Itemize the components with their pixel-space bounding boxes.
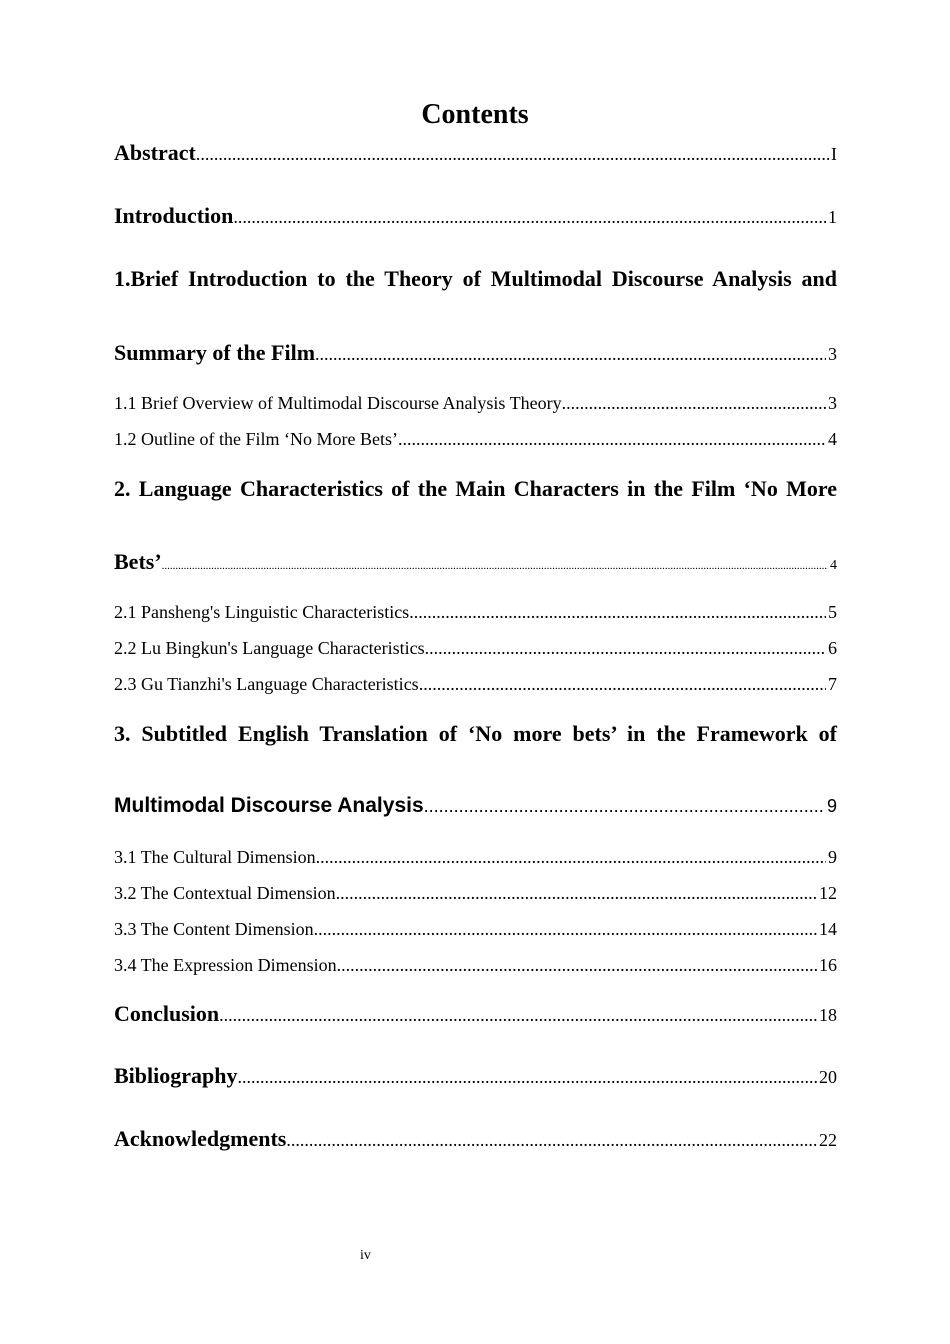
toc-page-number: 12 bbox=[819, 883, 837, 903]
toc-entry-section-3-3[interactable] bbox=[114, 919, 837, 940]
dot-leader bbox=[409, 602, 826, 623]
toc-label: Bets’ bbox=[114, 549, 162, 574]
toc-entry-section-1-2[interactable] bbox=[114, 429, 837, 450]
toc-label: 2.3 Gu Tianzhi's Language Characteristics bbox=[114, 674, 419, 694]
toc-label: 3.1 The Cultural Dimension bbox=[114, 847, 316, 867]
toc-entry-chapter-1[interactable] bbox=[114, 340, 837, 366]
toc-label: Summary of the Film bbox=[114, 340, 316, 365]
toc-entry-chapter-2-line-1[interactable]: 2. Language Characteristics of the Main Characters in the Film ‘No More bbox=[114, 476, 837, 501]
toc-page-number: 3 bbox=[828, 344, 837, 364]
dot-leader bbox=[237, 1067, 817, 1088]
dot-leader bbox=[425, 638, 826, 659]
toc-page-number: 6 bbox=[828, 638, 837, 658]
toc-label: 3.2 The Contextual Dimension bbox=[114, 883, 336, 903]
dot-leader bbox=[336, 883, 817, 904]
toc-label: Multimodal Discourse Analysis bbox=[114, 794, 424, 817]
toc-page-number: 4 bbox=[828, 429, 837, 449]
toc-entry-section-2-1[interactable] bbox=[114, 602, 837, 623]
toc-page-number: I bbox=[831, 144, 837, 164]
page-title: Contents bbox=[421, 99, 529, 130]
toc-page-number: 9 bbox=[826, 796, 837, 816]
dot-leader bbox=[286, 1130, 817, 1151]
toc-label: 2.1 Pansheng's Linguistic Characteristics bbox=[114, 602, 410, 622]
toc-entry-bibliography[interactable] bbox=[114, 1063, 837, 1089]
toc-page-number: 20 bbox=[819, 1067, 837, 1087]
dot-leader bbox=[196, 144, 829, 165]
toc-page-number: 3 bbox=[828, 393, 837, 413]
toc-entry-acknowledgments[interactable] bbox=[114, 1126, 837, 1152]
page-footer-number: iv bbox=[360, 1248, 371, 1263]
toc-label: Introduction bbox=[114, 203, 234, 228]
toc-page-number: 4 bbox=[830, 558, 837, 573]
toc-page-number: 22 bbox=[819, 1130, 837, 1150]
toc-page-number: 7 bbox=[828, 674, 837, 694]
dot-leader bbox=[424, 796, 825, 817]
dot-leader bbox=[219, 1005, 817, 1026]
dot-leader bbox=[162, 560, 828, 572]
dot-leader bbox=[562, 393, 826, 414]
toc-entry-conclusion[interactable] bbox=[114, 1001, 837, 1027]
toc-entry-chapter-2[interactable] bbox=[114, 549, 837, 575]
toc-entry-chapter-3[interactable] bbox=[114, 794, 837, 818]
toc-label: Abstract bbox=[114, 140, 196, 165]
toc-page-number: 9 bbox=[828, 847, 837, 867]
dot-leader bbox=[419, 674, 826, 695]
toc-entry-chapter-1-line-1[interactable]: 1.Brief Introduction to the Theory of Multimodal Discourse Analysis and bbox=[114, 266, 837, 291]
toc-entry-chapter-3-line-1[interactable]: 3. Subtitled English Translation of ‘No more bets’ in the Framework of bbox=[114, 721, 837, 746]
toc-label: 1.2 Outline of the Film ‘No More Bets’ bbox=[114, 429, 398, 449]
toc-entry-section-2-2[interactable] bbox=[114, 638, 837, 659]
toc-page-number: 5 bbox=[828, 602, 837, 622]
dot-leader bbox=[316, 847, 826, 868]
dot-leader bbox=[337, 955, 817, 976]
toc-entry-section-3-2[interactable] bbox=[114, 883, 837, 904]
toc-label: Bibliography bbox=[114, 1063, 238, 1088]
toc-label: 2.2 Lu Bingkun's Language Characteristics bbox=[114, 638, 425, 658]
toc-label: 3.4 The Expression Dimension bbox=[114, 955, 337, 975]
toc-label: Conclusion bbox=[114, 1001, 220, 1026]
toc-entry-section-3-1[interactable] bbox=[114, 847, 837, 868]
toc-label: 1.1 Brief Overview of Multimodal Discourse Analysis Theory bbox=[114, 393, 562, 413]
toc-entry-introduction[interactable] bbox=[114, 203, 837, 229]
toc-label: 3.3 The Content Dimension bbox=[114, 919, 314, 939]
toc-page-number: 1 bbox=[828, 207, 837, 227]
toc-entry-section-2-3[interactable] bbox=[114, 674, 837, 695]
toc-page-number: 18 bbox=[819, 1005, 837, 1025]
dot-leader bbox=[315, 344, 826, 365]
dot-leader bbox=[314, 919, 817, 940]
toc-page-number: 16 bbox=[819, 955, 837, 975]
toc-entry-abstract[interactable] bbox=[114, 140, 837, 166]
toc-entry-section-1-1[interactable] bbox=[114, 393, 837, 414]
dot-leader bbox=[398, 429, 826, 450]
toc-label: Acknowledgments bbox=[114, 1126, 287, 1151]
toc-page-number: 14 bbox=[819, 919, 837, 939]
toc-entry-section-3-4[interactable] bbox=[114, 955, 837, 976]
dot-leader bbox=[233, 207, 826, 228]
